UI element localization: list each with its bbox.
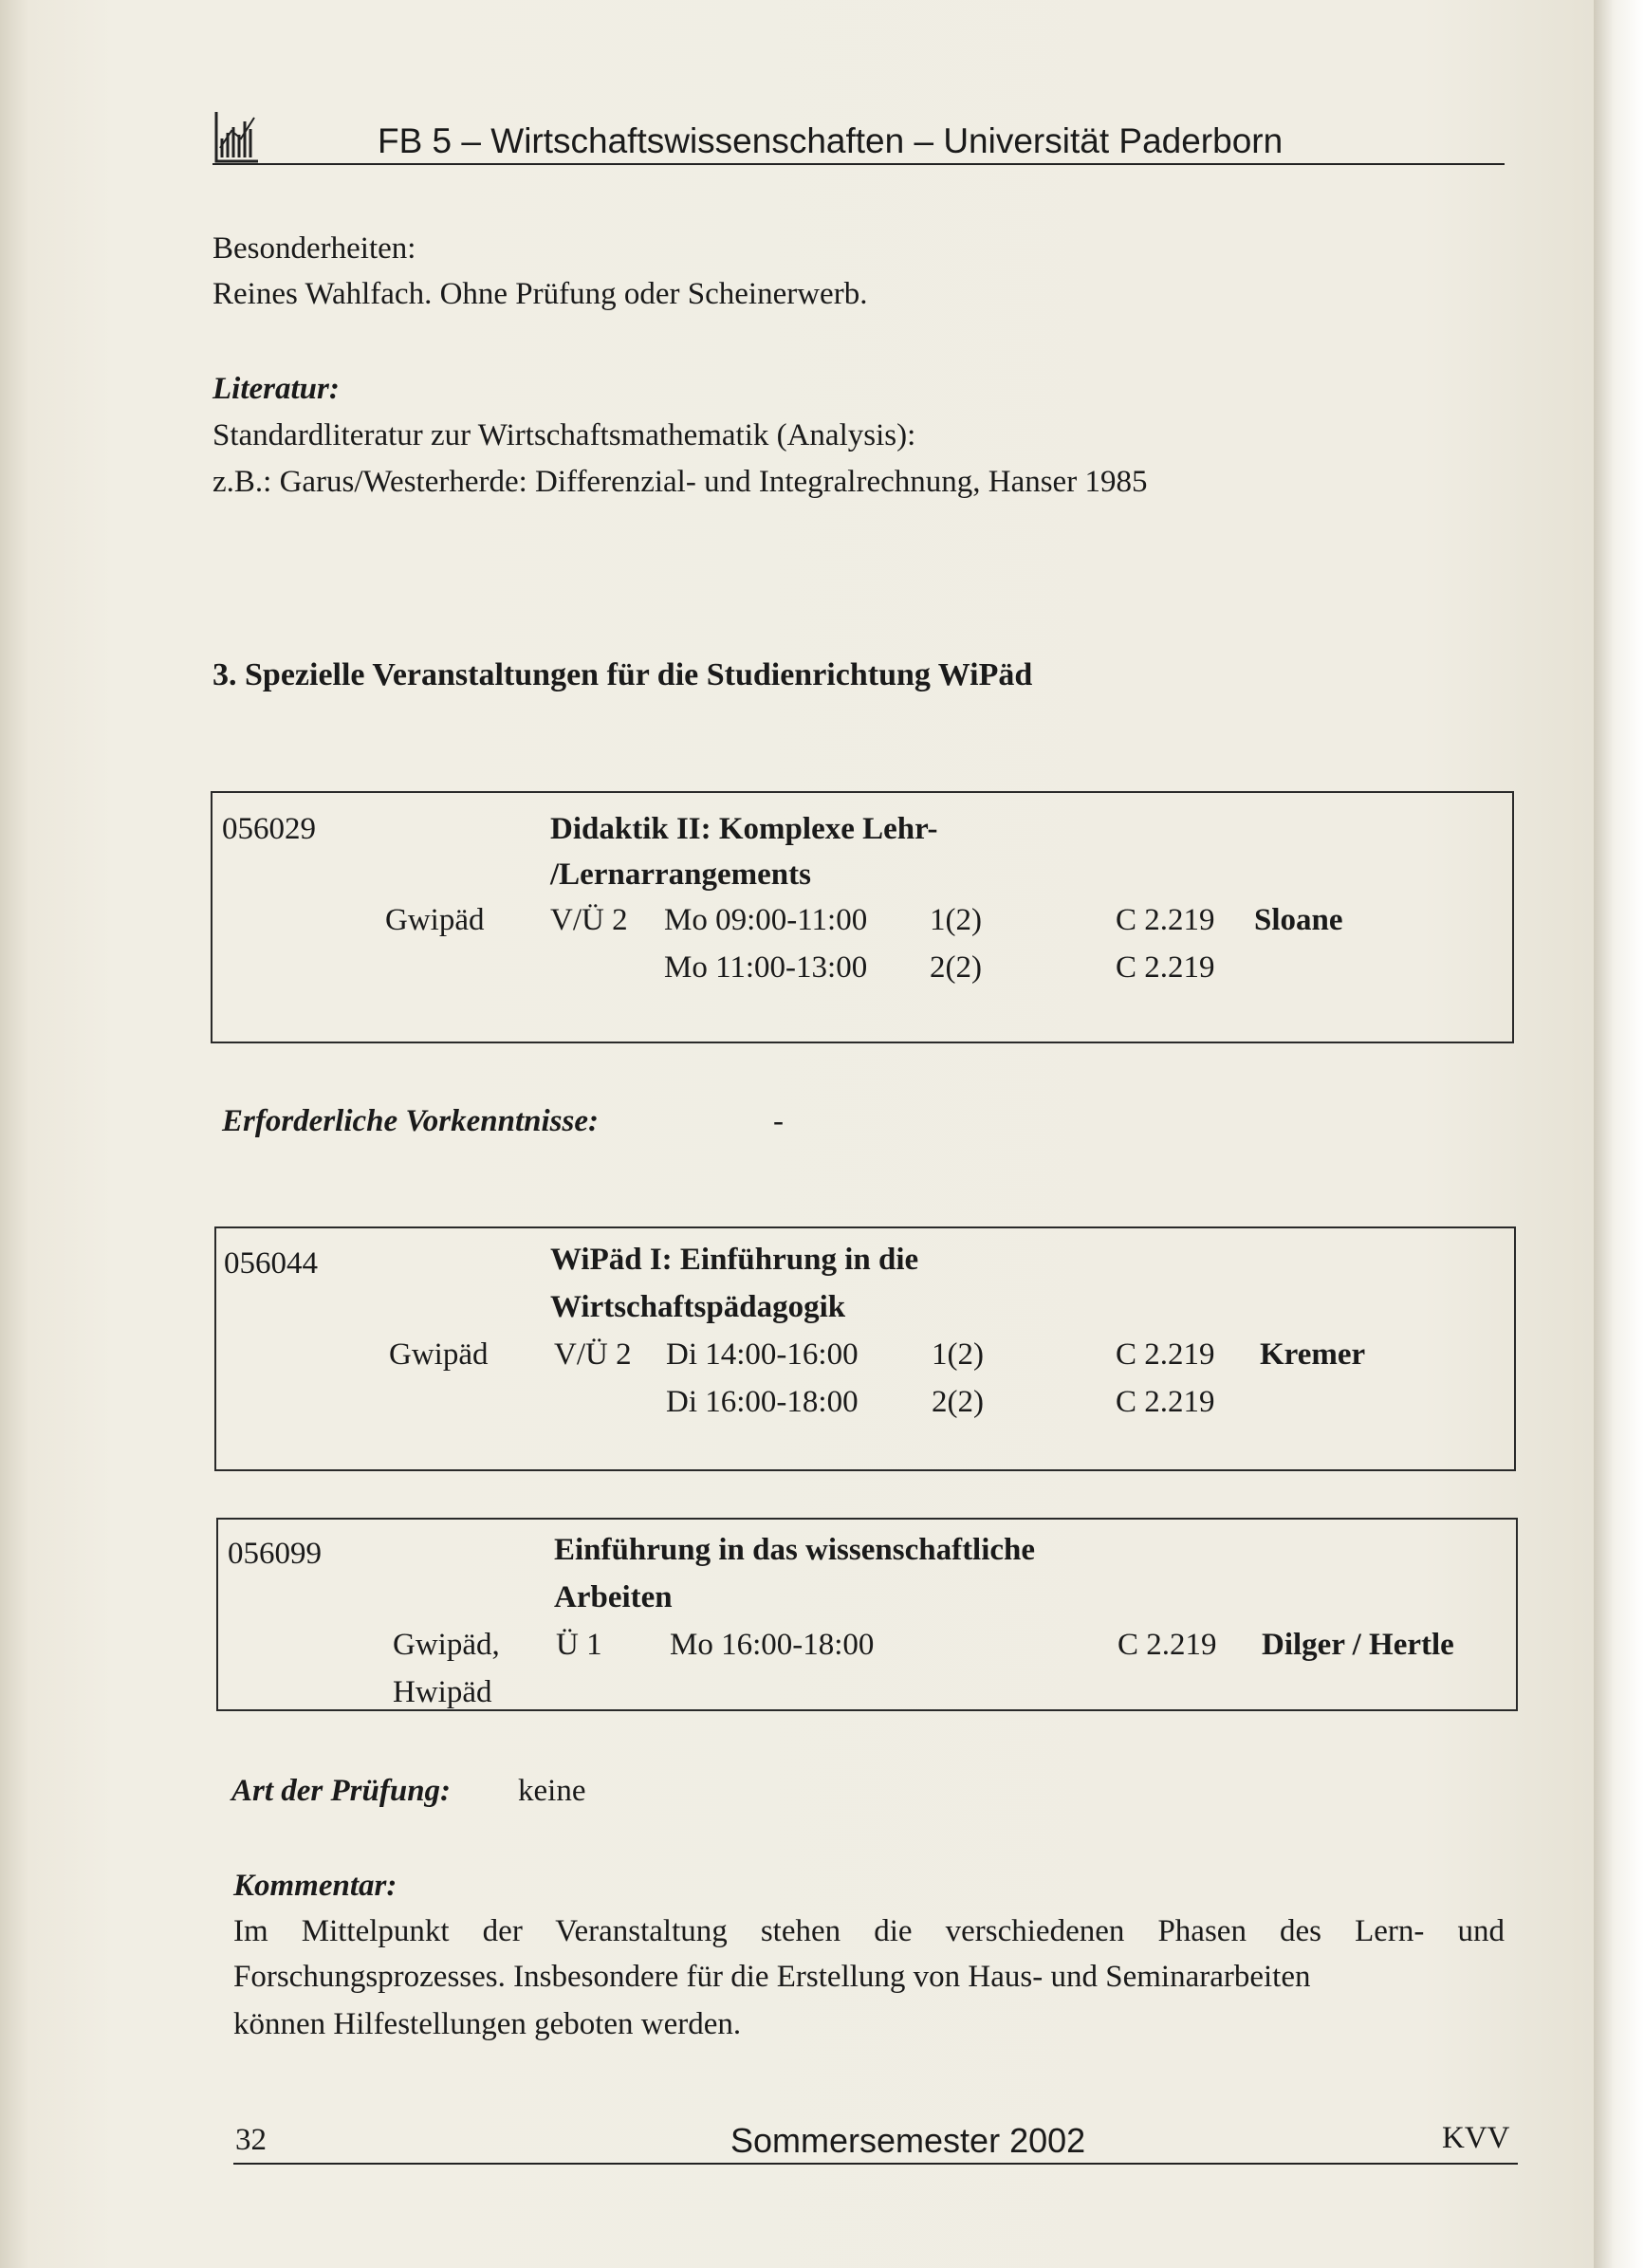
session-slot: 1(2) bbox=[932, 1337, 984, 1372]
course-lecturer: Sloane bbox=[1254, 903, 1343, 937]
course-title-line-2: /Lernarrangements bbox=[550, 857, 811, 892]
section-title: 3. Spezielle Veranstaltungen für die Studienrichtung WiPäd bbox=[212, 657, 1033, 692]
course-title-line-2: Wirtschaftspädagogik bbox=[550, 1290, 846, 1324]
session-room: C 2.219 bbox=[1118, 1628, 1217, 1662]
session-room: C 2.219 bbox=[1116, 950, 1215, 985]
literatur-line-2: z.B.: Garus/Westerherde: Differenzial- und Integralrechnung, Hanser 1985 bbox=[212, 465, 1148, 499]
course-group: Gwipäd bbox=[385, 903, 485, 937]
session-time: Mo 09:00-11:00 bbox=[664, 903, 868, 937]
course-group: Gwipäd bbox=[389, 1337, 489, 1372]
pruefung-label: Art der Prüfung: bbox=[231, 1774, 452, 1808]
kommentar-line-1: Im Mittelpunkt der Veranstaltung stehen die verschiedenen Phasen des Lern- und bbox=[233, 1914, 1505, 1948]
literatur-label: Literatur: bbox=[212, 372, 340, 406]
literatur-line-1: Standardliteratur zur Wirtschaftsmathematik (Analysis): bbox=[212, 418, 916, 452]
session-room: C 2.219 bbox=[1116, 1337, 1215, 1372]
besonderheiten-text: Reines Wahlfach. Ohne Prüfung oder Scheinerwerb. bbox=[212, 277, 868, 311]
university-logo-icon bbox=[212, 110, 260, 165]
footer-abbrev: KVV bbox=[1442, 2121, 1510, 2155]
course-type: V/Ü 2 bbox=[554, 1337, 632, 1372]
session-slot: 2(2) bbox=[932, 1385, 984, 1419]
course-title-line-1: Didaktik II: Komplexe Lehr- bbox=[550, 812, 938, 846]
kommentar-line-2: Forschungsprozesses. Insbesondere für die Erstellung von Haus- und Seminararbeiten bbox=[233, 1960, 1311, 1994]
session-room: C 2.219 bbox=[1116, 1385, 1215, 1419]
course-group-line-2: Hwipäd bbox=[393, 1675, 492, 1709]
course-title-line-2: Arbeiten bbox=[554, 1580, 673, 1614]
course-number: 056099 bbox=[228, 1537, 322, 1571]
vorkenntnisse-value: - bbox=[773, 1104, 784, 1138]
session-time: Di 16:00-18:00 bbox=[666, 1385, 859, 1419]
course-number: 056044 bbox=[224, 1246, 318, 1281]
footer-semester: Sommersemester 2002 bbox=[730, 2121, 1086, 2160]
session-time: Mo 11:00-13:00 bbox=[664, 950, 868, 985]
page-edge bbox=[1594, 0, 1644, 2268]
vorkenntnisse-label: Erforderliche Vorkenntnisse: bbox=[222, 1104, 599, 1138]
footer-rule bbox=[233, 2163, 1518, 2165]
header-title: FB 5 – Wirtschaftswissenschaften – Universität Paderborn bbox=[378, 121, 1284, 160]
page-number: 32 bbox=[235, 2123, 267, 2157]
session-room: C 2.219 bbox=[1116, 903, 1215, 937]
session-slot: 2(2) bbox=[930, 950, 982, 985]
session-time: Mo 16:00-18:00 bbox=[670, 1628, 875, 1662]
course-type: Ü 1 bbox=[556, 1628, 602, 1662]
header-rule bbox=[212, 163, 1505, 165]
kommentar-line-3: können Hilfestellungen geboten werden. bbox=[233, 2007, 742, 2041]
pruefung-value: keine bbox=[518, 1774, 586, 1808]
course-number: 056029 bbox=[222, 812, 316, 846]
course-type: V/Ü 2 bbox=[550, 903, 628, 937]
session-time: Di 14:00-16:00 bbox=[666, 1337, 859, 1372]
course-title-line-1: WiPäd I: Einführung in die bbox=[550, 1243, 919, 1277]
session-slot: 1(2) bbox=[930, 903, 982, 937]
kommentar-label: Kommentar: bbox=[233, 1869, 397, 1903]
besonderheiten-label: Besonderheiten: bbox=[212, 231, 416, 266]
course-title-line-1: Einführung in das wissenschaftliche bbox=[554, 1533, 1036, 1567]
course-lecturer: Kremer bbox=[1260, 1337, 1366, 1372]
course-group-line-1: Gwipäd, bbox=[393, 1628, 500, 1662]
course-lecturer: Dilger / Hertle bbox=[1262, 1628, 1454, 1662]
